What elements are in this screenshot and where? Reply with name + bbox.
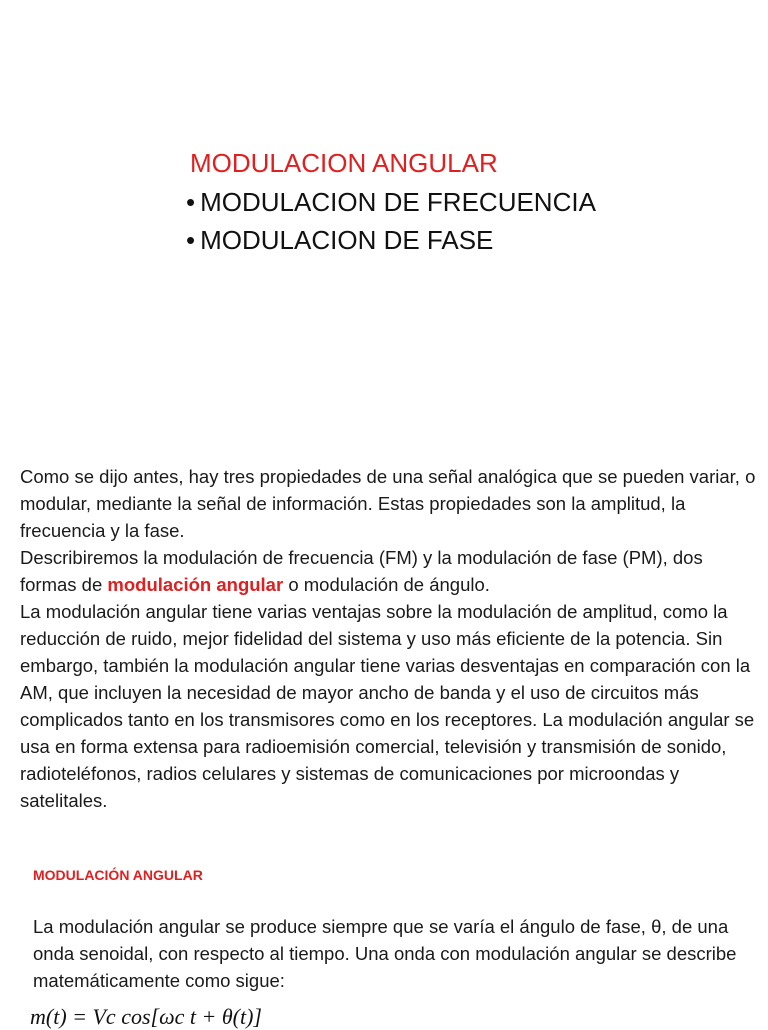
slide-title: MODULACION ANGULAR (190, 148, 498, 178)
section-heading: MODULACIÓN ANGULAR (33, 867, 203, 883)
intro-text-block (20, 463, 760, 814)
bullet-dot-icon: • (186, 187, 196, 217)
modulation-formula: m(t) = Vc cos[ωc t + θ(t)] (30, 1004, 262, 1029)
paragraph-properties: Como se dijo antes, hay tres propiedades de una señal analógica que se pueden variar, o modular, mediante la señal de información. Estas propiedades son la amplitud, la frecuencia y la fase. (20, 466, 756, 541)
topic-bullet-list (186, 183, 596, 259)
bullet-item (186, 183, 596, 221)
bullet-text: MODULACION DE FASE (200, 225, 494, 255)
paragraph-fm-pm-start: Describiremos la modulación de frecuencia (FM) y la modulación de fase (PM), dos formas de (20, 547, 703, 595)
bullet-text: MODULACION DE FRECUENCIA (200, 187, 596, 217)
bullet-dot-icon: • (186, 225, 196, 255)
section-definition-text: La modulación angular se produce siempre que se varía el ángulo de fase, θ, de una onda senoidal, con respecto al tiempo. Una onda con modulación angular se describe matemáticamente como sigue: (33, 916, 737, 991)
paragraph-fm-pm (20, 544, 760, 598)
highlight-angular-modulation: modulación angular (107, 574, 284, 595)
paragraph-fm-pm-end: o modulación de ángulo. (283, 574, 490, 595)
paragraph-advantages: La modulación angular tiene varias ventajas sobre la modulación de amplitud, como la reducción de ruido, mejor fidelidad del sistema y uso más eficiente de la potencia. Sin embargo, también la modulación angular tiene varias desventajas en comparación con la AM, que incluyen la necesidad de mayor ancho de banda y el uso de circuitos más complicados tanto en los transmisores como en los receptores. La modulación angular se usa en forma extensa para radioemisión comercial, televisión y transmisión de sonido, radioteléfonos, radios celulares y sistemas de comunicaciones por microondas y satelitales. (20, 601, 755, 811)
bullet-item (186, 221, 596, 259)
